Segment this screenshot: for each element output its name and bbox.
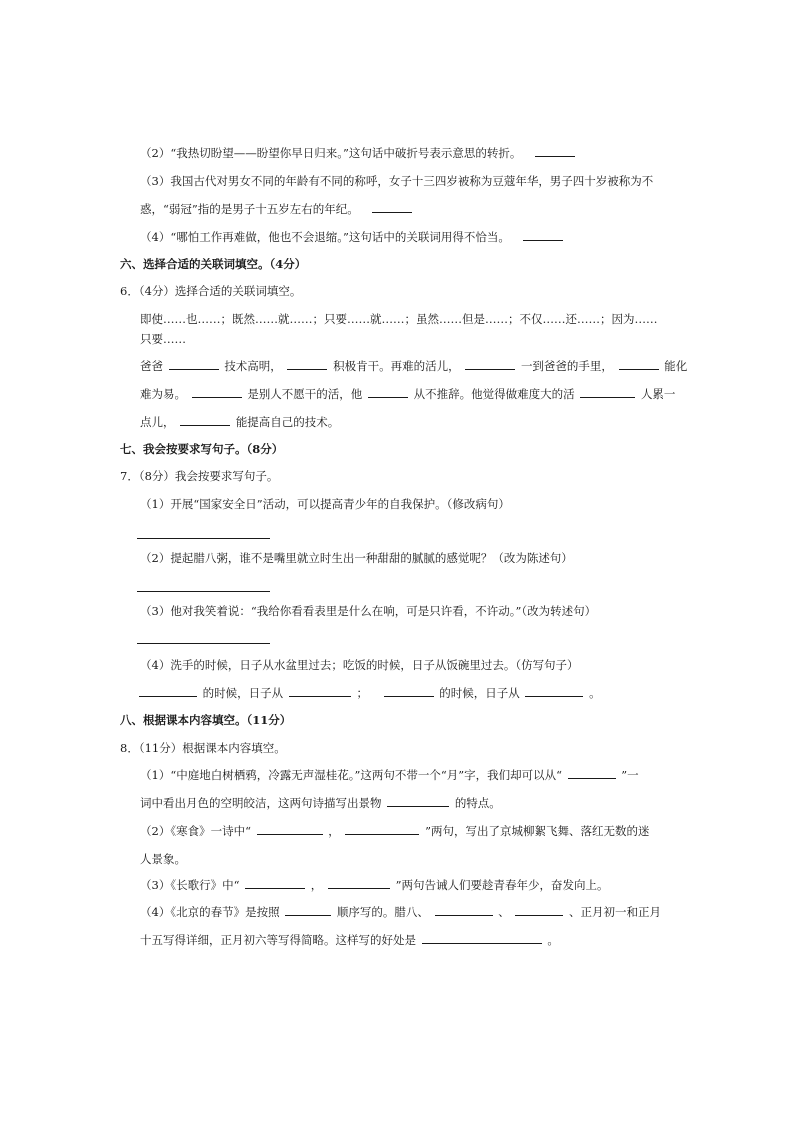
fill-blank[interactable] [568, 767, 616, 779]
section-6-heading: 六、选择合适的关联词填空。（4分） [120, 257, 307, 271]
section-7-heading: 七、我会按要求写句子。（8分） [120, 442, 284, 456]
passage-text: 人累一 [640, 387, 676, 401]
passage-text: 能提高自己的技术。 [235, 415, 340, 429]
question-text: ”两句告诫人们要趁青春年少，奋发向上。 [395, 878, 609, 892]
fill-text: ； [356, 686, 368, 700]
item-5-2 [140, 145, 577, 161]
passage-6-line3 [140, 414, 339, 430]
question-text: ， [310, 878, 323, 892]
passage-text: 是别人不愿干的活，他 [247, 387, 363, 401]
answer-line-7-2[interactable] [137, 591, 270, 592]
answer-line-7-1[interactable] [137, 538, 270, 539]
question-text: 。 [547, 933, 559, 947]
fill-text: 的时候，日子从 [439, 686, 520, 700]
question-8-4-line1 [140, 904, 661, 920]
question-text: ， [328, 824, 340, 838]
answer-blank[interactable] [372, 201, 412, 213]
fill-blank[interactable] [525, 685, 583, 697]
question-text: 十五写得详细，正月初六等写得简略。这样写的好处是 [140, 933, 416, 947]
question-text: 词中看出月色的空明皎洁，这两句诗描写出景物 [140, 796, 382, 810]
fill-blank[interactable] [169, 358, 219, 370]
passage-text: 从不推辞。他觉得做难度大的活 [413, 387, 575, 401]
question-text: 、正月初一和正月 [569, 905, 662, 919]
fill-blank[interactable] [368, 386, 408, 398]
question-text: （2）《寒食》一诗中“ [140, 824, 251, 838]
question-text: （4）《北京的春节》是按照 [140, 905, 280, 919]
fill-blank[interactable] [328, 877, 390, 889]
passage-text: 一到爸爸的手里， [520, 359, 613, 373]
fill-blank[interactable] [345, 823, 419, 835]
passage-text: 技术高明， [224, 359, 282, 373]
fill-blank[interactable] [287, 358, 327, 370]
fill-blank[interactable] [285, 904, 331, 916]
answer-blank[interactable] [523, 229, 563, 241]
question-text: （3）《长歌行》中“ [140, 878, 240, 892]
question-text: 、 [498, 905, 510, 919]
fill-blank[interactable] [465, 358, 515, 370]
answer-blank[interactable] [535, 145, 575, 157]
item-5-2-text: （2）“我热切盼望——盼望你早日归来。”这句话中破折号表示意思的转折。 [140, 146, 522, 160]
passage-text: 点儿， [140, 415, 175, 429]
question-8: 8．（11分）根据课本内容填空。 [120, 741, 286, 755]
passage-text: 难为易。 [140, 387, 186, 401]
fill-blank[interactable] [139, 685, 197, 697]
question-text: ”一 [621, 768, 639, 782]
fill-text: 。 [589, 686, 601, 700]
fill-blank[interactable] [192, 386, 242, 398]
fill-blank[interactable] [619, 358, 659, 370]
item-5-4 [140, 229, 565, 245]
question-7: 7．（8分）我会按要求写句子。 [120, 469, 279, 483]
question-7-3: （3）他对我笑着说：“我给你看看表里是什么在响，可是只许看，不许动。”（改为转述句） [140, 604, 597, 618]
answer-line-7-3[interactable] [137, 643, 270, 644]
fill-blank[interactable] [580, 386, 635, 398]
question-text: 的特点。 [454, 796, 501, 810]
passage-text: 能化 [664, 359, 688, 373]
question-8-2-line2: 人景象。 [140, 852, 186, 866]
conjunction-options-line2: 只要…… [140, 332, 186, 346]
question-8-1-line1 [140, 767, 639, 783]
question-8-3 [140, 877, 608, 893]
fill-blank[interactable] [515, 904, 563, 916]
passage-text: 爸爸 [140, 359, 163, 373]
section-8-heading: 八、根据课本内容填空。（11分） [120, 713, 292, 727]
item-5-3-line2 [140, 201, 414, 217]
question-text: ”两句，写出了京城柳絮飞舞、落红无数的迷 [425, 824, 650, 838]
question-8-4-line2 [140, 932, 559, 948]
question-6: 6．（4分）选择合适的关联词填空。 [120, 284, 302, 298]
question-8-2-line1 [140, 823, 649, 839]
passage-6-line2 [140, 386, 675, 402]
fill-blank[interactable] [180, 414, 230, 426]
question-text: 顺序写的。腊八、 [336, 905, 429, 919]
question-7-2: （2）提起腊八粥，谁不是嘴里就立时生出一种甜甜的腻腻的感觉呢？（改为陈述句） [140, 551, 573, 565]
passage-6-line1 [140, 358, 687, 374]
conjunction-options-line1: 即使……也……；既然……就……；只要……就……；虽然……但是……；不仅……还……；因为…… [140, 312, 658, 326]
fill-blank[interactable] [422, 932, 542, 944]
fill-blank[interactable] [435, 904, 493, 916]
passage-text: 积极肯干。再难的活儿， [333, 359, 460, 373]
question-7-1: （1）开展“国家安全日”活动，可以提高青少年的自我保护。（修改病句） [140, 497, 510, 511]
fill-text: 的时候，日子从 [202, 686, 284, 700]
fill-blank[interactable] [289, 685, 351, 697]
question-7-4-fill [137, 685, 601, 701]
fill-blank[interactable] [384, 685, 434, 697]
fill-blank[interactable] [387, 795, 449, 807]
question-8-1-line2 [140, 795, 501, 811]
question-text: （1）“中庭地白树栖鸦，冷露无声湿桂花。”这两句不带一个“月”字，我们却可以从“ [140, 768, 562, 782]
fill-blank[interactable] [245, 877, 305, 889]
item-5-3-text: 惑，“弱冠”指的是男子十五岁左右的年纪。 [140, 202, 359, 216]
question-7-4: （4）洗手的时候，日子从水盆里过去；吃饭的时候，日子从饭碗里过去。（仿写句子） [140, 658, 579, 672]
item-5-3-line1: （3）我国古代对男女不同的年龄有不同的称呼，女子十三四岁被称为豆蔻年华，男子四十岁被称为不 [140, 174, 654, 188]
fill-blank[interactable] [257, 823, 323, 835]
item-5-4-text: （4）“哪怕工作再难做，他也不会退缩。”这句话中的关联词用得不恰当。 [140, 230, 510, 244]
